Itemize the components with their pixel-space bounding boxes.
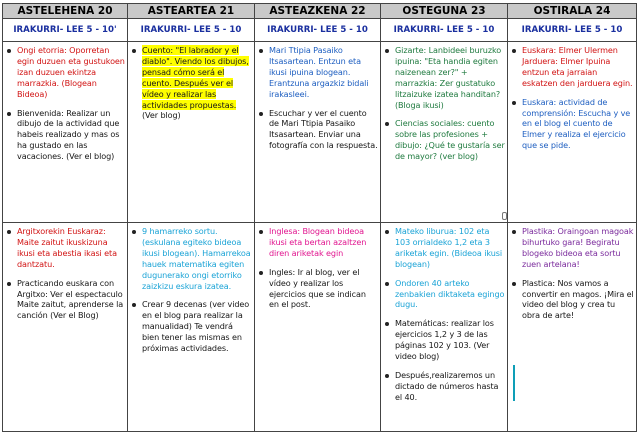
activities-row-1 bbox=[3, 42, 637, 223]
cell-friday-1 bbox=[508, 42, 637, 223]
list-item bbox=[131, 45, 252, 121]
highlighted-text: Cuento: "El labrador y el diablo". Viendo los dibujos, pensad cómo será el cuento. Después ver el vídeo y realizar las actividades propuestas. bbox=[142, 45, 249, 110]
list-item: Mateko liburua: 102 eta 103 orrialdeko 1,2 eta 3 ariketak egin. (Bideoa ikusi blogean) bbox=[384, 226, 505, 270]
scroll-marker bbox=[513, 365, 515, 401]
list-item: Euskara: Elmer Ulermen Jarduera: Elmer Ipuina entzun eta jarraian eskatzen den jarduera egin. bbox=[511, 45, 634, 89]
day-header-monday: ASTELEHENA 20 bbox=[3, 4, 128, 19]
weekly-schedule-table bbox=[2, 3, 637, 432]
day-header-tuesday: ASTEARTEA 21 bbox=[128, 4, 255, 19]
reading-wednesday: IRAKURRI- LEE 5 - 10 bbox=[255, 19, 381, 42]
list-item: Plastika: Oraingoan magoak bihurtuko gara! Begiratu blogeko bideoa eta sortu zuen artelana! bbox=[511, 226, 634, 270]
cell-friday-2 bbox=[508, 223, 637, 432]
reading-row bbox=[3, 19, 637, 42]
reading-thursday: IRAKURRI- LEE 5 - 10 bbox=[381, 19, 508, 42]
list-item: Bienvenida: Realizar un dibujo de la actividad que habeis realizado y mas os ha gustado en las vacaciones. (Ver el blog) bbox=[6, 108, 125, 163]
list-item: Crear 9 decenas (ver video en el blog para realizar la manualidad) Te vendrá bien tener las mismas en próximas actividades. bbox=[131, 299, 252, 354]
cell-wednesday-1 bbox=[255, 42, 381, 223]
cell-monday-1 bbox=[3, 42, 128, 223]
header-row bbox=[3, 4, 637, 19]
reading-tuesday: IRAKURRI- LEE 5 - 10 bbox=[128, 19, 255, 42]
day-header-friday: OSTIRALA 24 bbox=[508, 4, 637, 19]
reading-monday: IRAKURRI- LEE 5 - 10' bbox=[3, 19, 128, 42]
cell-wednesday-2 bbox=[255, 223, 381, 432]
cell-tuesday-1 bbox=[128, 42, 255, 223]
list-item: Inglesa: Blogean bideoa ikusi eta bertan azaltzen diren ariketak egin bbox=[258, 226, 378, 259]
cell-thursday-2 bbox=[381, 223, 508, 432]
list-item: Mari Ttipia Pasaiko Itsasartean. Entzun eta ikusi ipuina blogean. Erantzuna argazkiz bidali irakasleei. bbox=[258, 45, 378, 100]
list-item: Escuchar y ver el cuento de Mari Ttipia Pasaiko Itsasartean. Enviar una fotografía con la respuesta. bbox=[258, 108, 378, 152]
list-item: Argitxorekin Euskaraz: Maite zaitut ikuskizuna ikusi eta abestia ikasi eta dantzatu. bbox=[6, 226, 125, 270]
list-item: Plastica: Nos vamos a convertir en magos. ¡Mira el video del blog y crea tu obra de arte! bbox=[511, 278, 634, 322]
list-item: Matemáticas: realizar los ejercicios 1,2 y 3 de las páginas 102 y 103. (Ver video blog) bbox=[384, 318, 505, 362]
blog-link-text: (Ver blog) bbox=[142, 110, 181, 121]
cell-thursday-1 bbox=[381, 42, 508, 223]
cell-tuesday-2 bbox=[128, 223, 255, 432]
list-item: Ciencias sociales: cuento sobre las profesiones + dibujo: ¿Qué te gustaría ser de mayor? (ver blog) bbox=[384, 118, 505, 162]
activities-row-2 bbox=[3, 223, 637, 432]
list-item: Después,realizaremos un dictado de números hasta el 40. bbox=[384, 370, 505, 403]
day-header-wednesday: ASTEAZKENA 22 bbox=[255, 4, 381, 19]
cell-monday-2 bbox=[3, 223, 128, 432]
list-item: Ingles: Ir al blog, ver el vídeo y realizar los ejercicios que se indican en el post. bbox=[258, 267, 378, 311]
day-header-thursday: OSTEGUNA 23 bbox=[381, 4, 508, 19]
reading-friday: IRAKURRI- LEE 5 - 10 bbox=[508, 19, 637, 42]
list-item: Gizarte: Lanbideei buruzko ipuina: "Eta handia egiten naizenean zer?" + marrazkia: Zer gustatuko litzaizuke izatea handitan? (Bloga ikusi) bbox=[384, 45, 505, 110]
list-item: Euskara: actividad de comprensión: Escucha y ve en el blog el cuento de Elmer y realiza el ejercicio que se pide. bbox=[511, 97, 634, 152]
list-item: 9 hamarreko sortu. (eskulana egiteko bideoa ikusi blogean). Hamarrekoa hauek matematika egiten dugunerako ongi etorriko zaizkizu eskura izatea. bbox=[131, 226, 252, 291]
list-item: Practicando euskara con Argitxo: Ver el espectaculo Maite zaitut, aprenderse la canción (Ver el Blog) bbox=[6, 278, 125, 322]
list-item: Ondoren 40 arteko zenbakien diktaketa egingo dugu. bbox=[384, 278, 505, 311]
text-cursor-icon bbox=[502, 212, 507, 220]
list-item: Ongi etorria: Oporretan egin duzuen eta gustukoen izan duzuen ekintza marrazkia. (Blogean Bideoa) bbox=[6, 45, 125, 100]
